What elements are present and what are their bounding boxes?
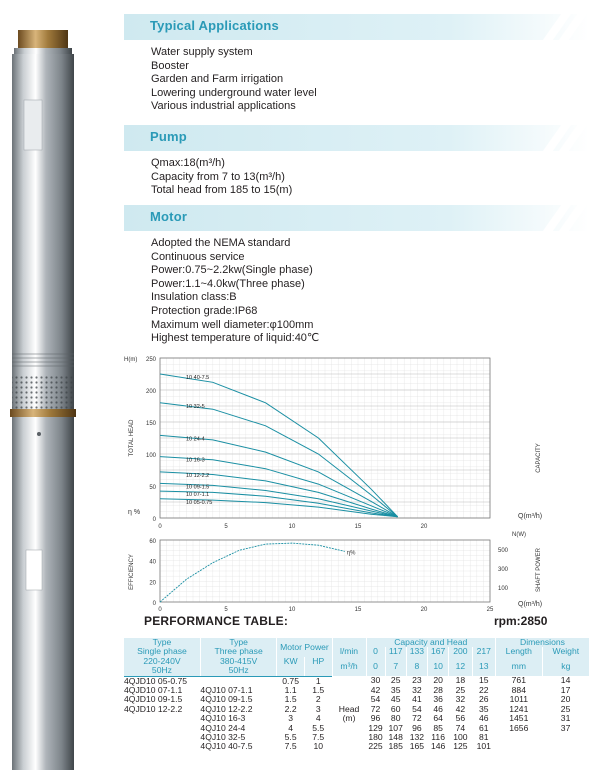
head-value: 28 (433, 685, 443, 696)
x-tick-label: 10 (288, 607, 296, 613)
col-type-single: Type (152, 637, 172, 647)
head-value: 45 (390, 694, 401, 705)
hp-cell: 10 (313, 741, 324, 752)
right-tick-label: 500 (498, 548, 509, 554)
series-label: 10 12-2.2 (186, 472, 210, 479)
applications-title: Typical Applications (150, 18, 279, 33)
x-tick-label: 20 (420, 524, 428, 530)
head-value: 107 (388, 722, 403, 733)
single-phase-label: Single phase (137, 646, 187, 657)
head-value: 46 (433, 703, 443, 714)
head-value: 41 (412, 694, 422, 705)
three-model: 4QJ10 32-5 (200, 732, 246, 743)
y-tick-label: 0 (152, 601, 156, 607)
lmin-label: l/min (332, 647, 366, 656)
single-model (124, 733, 200, 742)
three-freq: 50Hz (200, 666, 276, 676)
lmin-value: 0 (366, 647, 385, 656)
y-tick-label: 0 (152, 517, 156, 523)
head-value: 81 (479, 732, 489, 743)
x-axis-label: Q(m³/h) (518, 601, 543, 608)
weight-cell: 20 (560, 694, 571, 705)
length-label: Length (495, 647, 542, 656)
series-label: 10 40-7.5 (186, 375, 210, 381)
lmin-value: 133 (406, 647, 427, 656)
hp-cell: 1.5 (312, 685, 325, 696)
m3h-value: 0 (366, 657, 385, 676)
head-value: 148 (388, 732, 403, 743)
application-item: Various industrial applications (151, 100, 296, 113)
single-model: 4QJD10 09-1.5 (124, 694, 183, 705)
series-label: 10 32-5 (186, 403, 205, 410)
length-cell: 1011 (509, 694, 529, 705)
head-value: 72 (370, 703, 381, 714)
three-model: 4QJ10 40-7.5 (200, 741, 253, 752)
head-value: 23 (412, 675, 422, 686)
length-cell: 1451 (509, 713, 529, 724)
weight-cell: 17 (560, 685, 571, 696)
series-label: 10 09-1.5 (186, 484, 210, 491)
m3h-value: 12 (449, 657, 472, 676)
weight-cell: 25 (560, 703, 571, 714)
single-freq: 50Hz (124, 666, 200, 676)
weight-label: Weight (542, 647, 589, 656)
x-tick-label: 25 (486, 607, 494, 613)
head-value: 185 (388, 741, 403, 752)
weight-cell (542, 742, 589, 751)
y-unit-label: H(m) (124, 357, 138, 363)
application-item: Water supply system (151, 46, 253, 58)
head-value: 80 (390, 713, 401, 724)
three-model: 4QJ10 07-1.1 (200, 685, 253, 696)
head-value: 46 (479, 713, 489, 724)
applications-header-bar (124, 14, 589, 40)
lmin-value: 200 (449, 647, 472, 656)
motor-spec-line: Maximum well diameter:φ100mm (151, 318, 314, 331)
right-unit-label: N(W) (512, 532, 526, 538)
head-label: Head (m) (338, 703, 360, 723)
lmin-value: 117 (385, 647, 406, 656)
weight-cell: 14 (560, 675, 571, 686)
motor-title: Motor (150, 209, 188, 224)
head-value: 180 (368, 732, 383, 743)
y-tick-label: 100 (145, 453, 156, 459)
head-value: 129 (368, 722, 383, 733)
head-value: 96 (412, 722, 422, 733)
y-tick-label: 20 (149, 580, 156, 587)
hp-cell: 2 (315, 694, 321, 705)
m3h-value: 10 (428, 657, 449, 676)
head-value: 20 (433, 675, 443, 686)
pump-specs (151, 157, 292, 198)
col-motor-power: Motor Power (277, 638, 332, 657)
head-value: 72 (412, 713, 422, 724)
three-voltage: 380-415V (200, 657, 276, 666)
single-voltage: 220-240V (143, 655, 181, 666)
motor-spec-line: Power:0.75~2.2kw(Single phase) (151, 264, 313, 277)
motor-spec-line: Insulation class:B (151, 291, 237, 304)
x-tick-label: 15 (354, 524, 362, 530)
hp-cell: 1 (315, 675, 321, 686)
length-cell: 1241 (509, 703, 529, 714)
head-value: 32 (455, 694, 466, 705)
length-cell: 1656 (509, 722, 529, 733)
head-value: 35 (390, 685, 401, 696)
motor-spec-line: Power:1.1~4.0kw(Three phase) (151, 277, 305, 290)
pump-spec-line: Total head from 185 to 15(m) (151, 184, 293, 197)
three-model: 4QJ10 24-4 (200, 722, 246, 733)
application-item: Booster (151, 59, 189, 72)
three-model: 4QJ10 16-3 (200, 713, 246, 724)
kw-label: KW (277, 657, 305, 666)
head-value: 100 (453, 732, 468, 743)
head-value: 18 (455, 675, 466, 686)
kw-cell: 0.75 (282, 675, 299, 686)
kw-cell: 1.1 (284, 685, 297, 696)
kw-cell: 2.2 (284, 703, 297, 714)
mm-label: mm (495, 657, 542, 676)
single-model (124, 714, 200, 723)
head-value: 22 (479, 685, 489, 696)
hp-label: HP (304, 657, 332, 666)
performance-charts (120, 348, 560, 613)
hp-cell: 4 (315, 713, 321, 724)
kw-cell: 1.5 (284, 694, 297, 705)
head-value: 146 (430, 741, 446, 752)
head-value: 26 (479, 694, 489, 705)
head-value: 15 (479, 675, 489, 686)
x-tick-label: 5 (224, 524, 228, 530)
head-value: 35 (479, 703, 489, 714)
shaft-power-label: SHAFT POWER (536, 548, 542, 592)
x-tick-label: 0 (158, 524, 162, 530)
three-model: 4QJ10 09-1.5 (200, 694, 253, 705)
head-value: 54 (370, 694, 381, 705)
hp-cell: 7.5 (312, 732, 325, 743)
hp-cell: 3 (315, 703, 321, 714)
weight-cell: 31 (560, 713, 571, 724)
kw-cell: 3 (288, 713, 294, 724)
y-tick-label: 250 (145, 357, 156, 363)
kw-cell: 7.5 (284, 741, 297, 752)
lmin-value: 217 (472, 647, 495, 656)
head-value: 116 (431, 732, 445, 743)
head-value: 96 (370, 713, 381, 724)
pump-spec-line: Qmax:18(m³/h) (151, 157, 225, 169)
performance-table-title: PERFORMANCE TABLE: (144, 614, 289, 628)
motor-spec-line: Highest temperature of liquid:40℃ (151, 332, 320, 345)
col-type-three: Type (200, 638, 276, 647)
eta-label: η % (128, 509, 141, 516)
capacity-label: CAPACITY (536, 443, 542, 473)
head-value: 101 (476, 741, 491, 752)
y-tick-label: 200 (145, 389, 156, 395)
lmin-value: 167 (428, 647, 449, 656)
series-label: 10 16-3 (186, 457, 205, 464)
y-tick-label: 60 (149, 539, 156, 545)
single-model (124, 742, 200, 751)
length-cell: 884 (511, 685, 526, 696)
performance-table (124, 638, 589, 752)
weight-cell (542, 733, 589, 742)
pump-title: Pump (150, 129, 187, 144)
head-value: 225 (368, 741, 383, 752)
series-label: 10 07-1.1 (186, 492, 210, 499)
head-value: 85 (433, 722, 443, 733)
application-item: Lowering underground water level (151, 86, 317, 99)
y-tick-label: 40 (149, 559, 156, 566)
series-label: 10 05-0.75 (186, 499, 213, 506)
head-value: 165 (409, 741, 425, 752)
head-value: 30 (370, 675, 381, 686)
head-value: 42 (370, 685, 381, 696)
single-model: 4QJD10 07-1.1 (124, 685, 183, 696)
m3h-value: 8 (406, 657, 427, 676)
col-capacity-head: Capacity and Head (366, 638, 495, 647)
head-value: 25 (455, 685, 466, 696)
weight-cell: 37 (560, 722, 571, 733)
m3h-value: 7 (385, 657, 406, 676)
right-tick-label: 300 (498, 567, 509, 573)
head-value: 74 (455, 722, 466, 733)
m3h-label: m³/h (332, 657, 366, 676)
x-axis-label: Q(m³/h) (518, 513, 543, 520)
kw-cell: 5.5 (284, 732, 297, 743)
head-value: 32 (412, 685, 422, 696)
kw-cell: 4 (288, 722, 294, 733)
three-model: 4QJ10 12-2.2 (200, 703, 253, 714)
single-model: 4QJD10 12-2.2 (124, 703, 183, 714)
motor-specs (151, 237, 319, 346)
head-value: 60 (390, 703, 401, 714)
x-tick-label: 10 (288, 524, 296, 530)
efficiency-label: EFFICIENCY (129, 554, 135, 590)
head-value: 25 (390, 675, 401, 686)
motor-spec-line: Continuous service (151, 250, 245, 263)
application-item: Garden and Farm irrigation (151, 73, 284, 86)
head-value: 61 (479, 722, 489, 733)
kg-label: kg (542, 657, 589, 676)
eta-curve-label: η% (346, 550, 356, 557)
rpm-readout: rpm:2850 (494, 614, 548, 628)
length-cell: 761 (511, 675, 526, 686)
x-tick-label: 5 (224, 607, 228, 613)
length-cell (495, 742, 542, 751)
m3h-value: 13 (472, 657, 495, 676)
pump-header-bar (124, 125, 589, 151)
three-phase-label: Three phase (200, 647, 276, 656)
pump-spec-line: Capacity from 7 to 13(m³/h) (151, 170, 285, 183)
single-model (124, 724, 200, 733)
series-label: 10 24-4 (186, 436, 205, 443)
x-tick-label: 15 (354, 607, 362, 613)
x-tick-label: 20 (420, 607, 428, 613)
y-tick-label: 50 (149, 485, 156, 491)
x-tick-label: 0 (158, 607, 162, 613)
head-value: 64 (433, 713, 443, 724)
y-tick-label: 150 (145, 421, 156, 427)
hp-cell: 5.5 (312, 722, 325, 733)
head-value: 42 (455, 703, 466, 714)
head-value: 56 (455, 713, 466, 724)
y-axis-label: TOTAL HEAD (129, 419, 135, 457)
motor-spec-line: Adopted the NEMA standard (151, 237, 291, 249)
right-tick-label: 100 (498, 586, 509, 592)
head-value: 36 (433, 694, 443, 705)
motor-spec-line: Protection grade:IP68 (151, 304, 258, 317)
col-dimensions: Dimensions (495, 638, 589, 647)
head-value: 132 (409, 732, 425, 743)
pump-product-image (4, 30, 94, 770)
applications-list (151, 46, 317, 114)
length-cell (495, 733, 542, 742)
single-model: 4QJD10 05-0.75 (124, 675, 188, 686)
head-value: 125 (453, 741, 468, 752)
head-value: 54 (412, 703, 422, 714)
motor-header-bar (124, 205, 589, 231)
